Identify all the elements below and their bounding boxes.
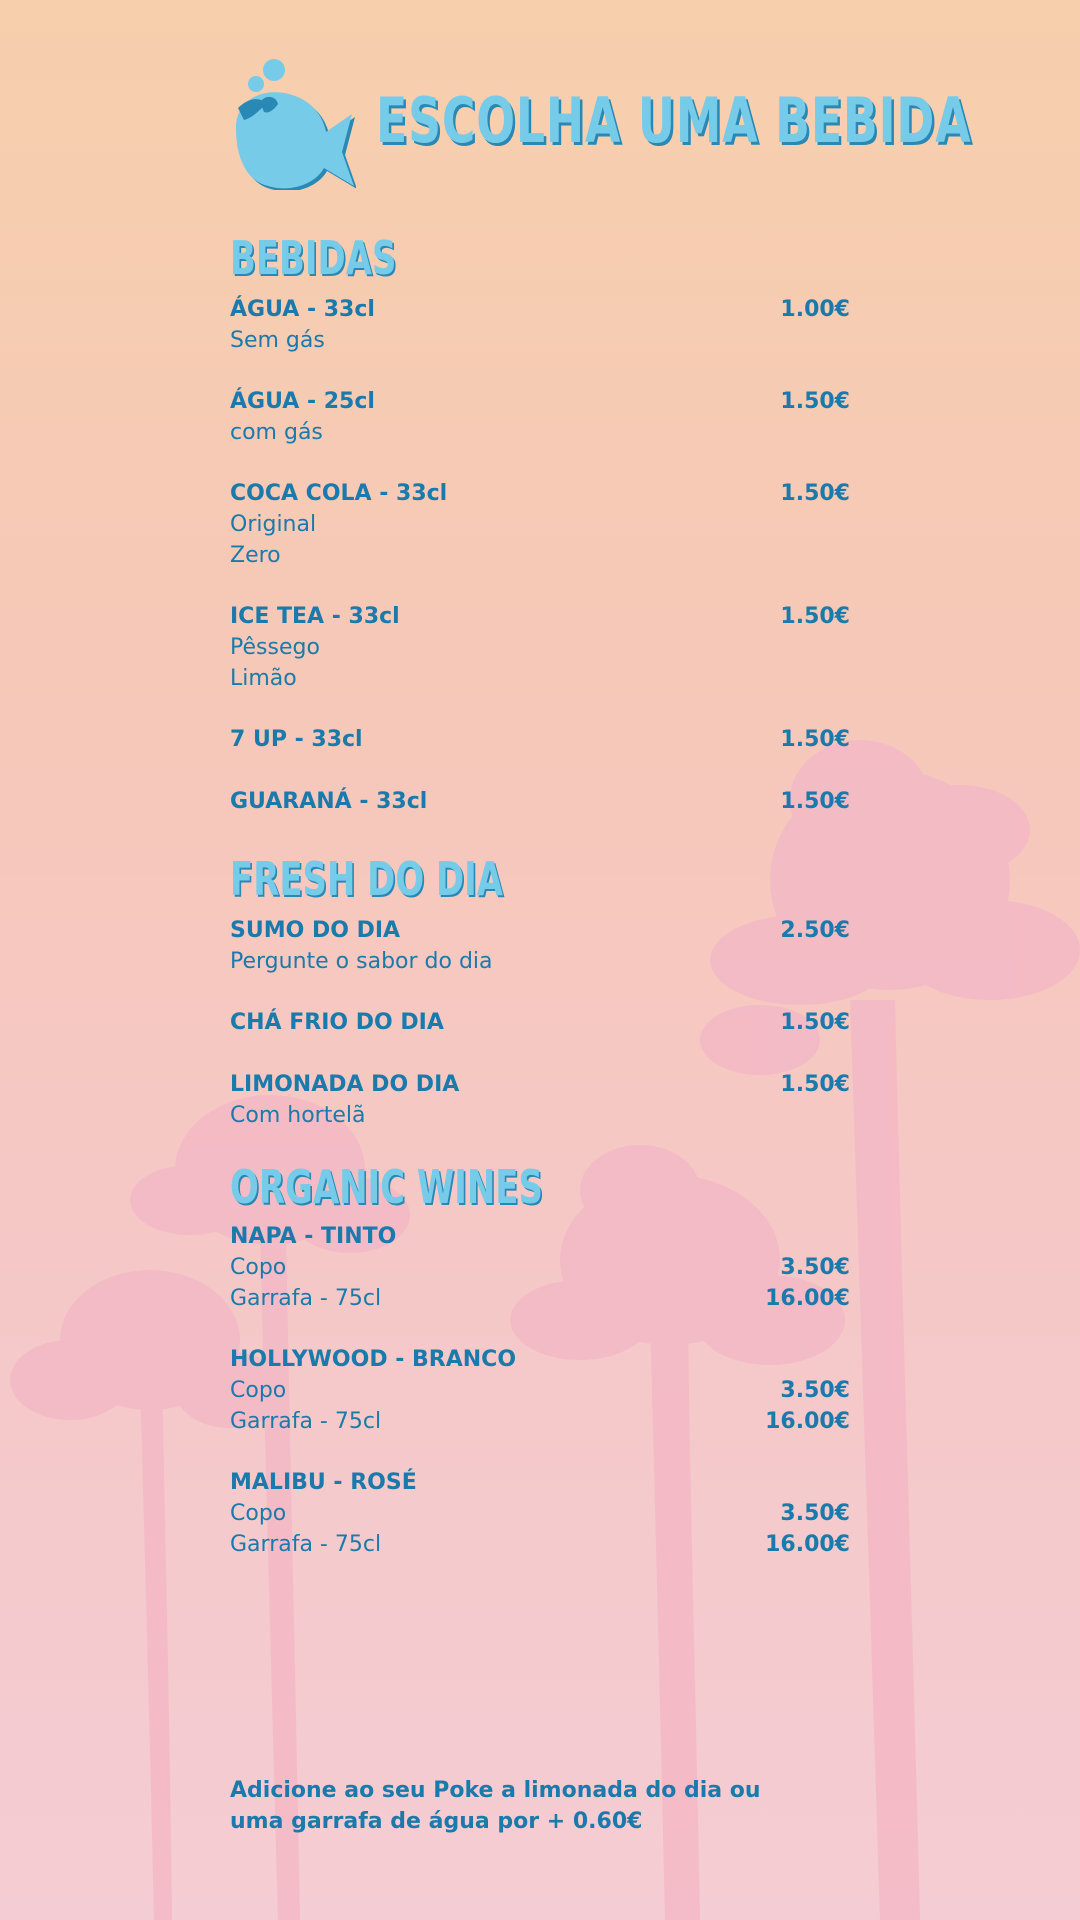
bottle-price: 16.00€ <box>765 1286 850 1311</box>
fish-logo-icon <box>230 58 356 190</box>
menu-item <box>230 601 850 694</box>
item-price: 1.50€ <box>780 604 850 629</box>
item-name: 7 UP - 33cl <box>230 727 363 752</box>
section-bebidas <box>230 232 850 817</box>
item-name: ICE TEA - 33cl <box>230 604 400 629</box>
item-name: SUMO DO DIA <box>230 918 401 943</box>
item-option: Pêssego <box>230 635 320 660</box>
footer-line: uma garrafa de água por + 0.60€ <box>230 1809 643 1834</box>
item-price: 1.00€ <box>780 297 850 322</box>
item-price: 2.50€ <box>780 918 850 943</box>
menu-item <box>230 786 850 817</box>
wine-name: MALIBU - ROSÉ <box>230 1470 417 1495</box>
menu-item <box>230 294 850 356</box>
glass-price: 3.50€ <box>780 1255 850 1280</box>
item-option: com gás <box>230 420 323 445</box>
glass-price: 3.50€ <box>780 1501 850 1526</box>
item-price: 1.50€ <box>780 1072 850 1097</box>
glass-label: Copo <box>230 1255 287 1280</box>
item-price: 1.50€ <box>780 389 850 414</box>
item-name: COCA COLA - 33cl <box>230 481 448 506</box>
item-option: Original <box>230 512 317 537</box>
item-price: 1.50€ <box>780 727 850 752</box>
menu-item <box>230 724 850 755</box>
item-price: 1.50€ <box>780 1010 850 1035</box>
section-title: BEBIDAS <box>230 231 397 285</box>
section-fresh-do-dia <box>230 853 850 1131</box>
item-name: CHÁ FRIO DO DIA <box>230 1010 444 1035</box>
item-name: GUARANÁ - 33cl <box>230 789 428 814</box>
wine-name: HOLLYWOOD - BRANCO <box>230 1347 517 1372</box>
item-name: LIMONADA DO DIA <box>230 1072 460 1097</box>
glass-price: 3.50€ <box>780 1378 850 1403</box>
menu-header <box>230 58 972 198</box>
bottle-label: Garrafa - 75cl <box>230 1286 382 1311</box>
item-option: Zero <box>230 543 281 568</box>
footer-note <box>230 1775 790 1837</box>
item-price: 1.50€ <box>780 481 850 506</box>
wine-item <box>230 1467 850 1560</box>
wine-item <box>230 1221 850 1314</box>
wine-item <box>230 1344 850 1437</box>
glass-label: Copo <box>230 1501 287 1526</box>
wine-name: NAPA - TINTO <box>230 1224 397 1249</box>
item-name: ÁGUA - 33cl <box>230 297 375 322</box>
section-title: FRESH DO DIA <box>230 852 504 906</box>
item-price: 1.50€ <box>780 789 850 814</box>
bottle-label: Garrafa - 75cl <box>230 1409 382 1434</box>
section-organic-wines <box>230 1161 850 1560</box>
section-title: ORGANIC WINES <box>230 1160 543 1214</box>
item-name: ÁGUA - 25cl <box>230 389 375 414</box>
page-title: ESCOLHA UMA BEBIDA <box>376 84 972 157</box>
item-option: Com hortelã <box>230 1103 366 1128</box>
footer-line: Adicione ao seu Poke a limonada do dia ou <box>230 1778 761 1803</box>
menu-item <box>230 915 850 977</box>
item-option: Limão <box>230 666 297 691</box>
menu-item <box>230 386 850 448</box>
item-option: Pergunte o sabor do dia <box>230 949 493 974</box>
bottle-price: 16.00€ <box>765 1409 850 1434</box>
menu-item <box>230 1069 850 1131</box>
menu-item <box>230 1007 850 1038</box>
item-option: Sem gás <box>230 328 325 353</box>
bottle-label: Garrafa - 75cl <box>230 1532 382 1557</box>
bottle-price: 16.00€ <box>765 1532 850 1557</box>
menu-item <box>230 478 850 571</box>
glass-label: Copo <box>230 1378 287 1403</box>
